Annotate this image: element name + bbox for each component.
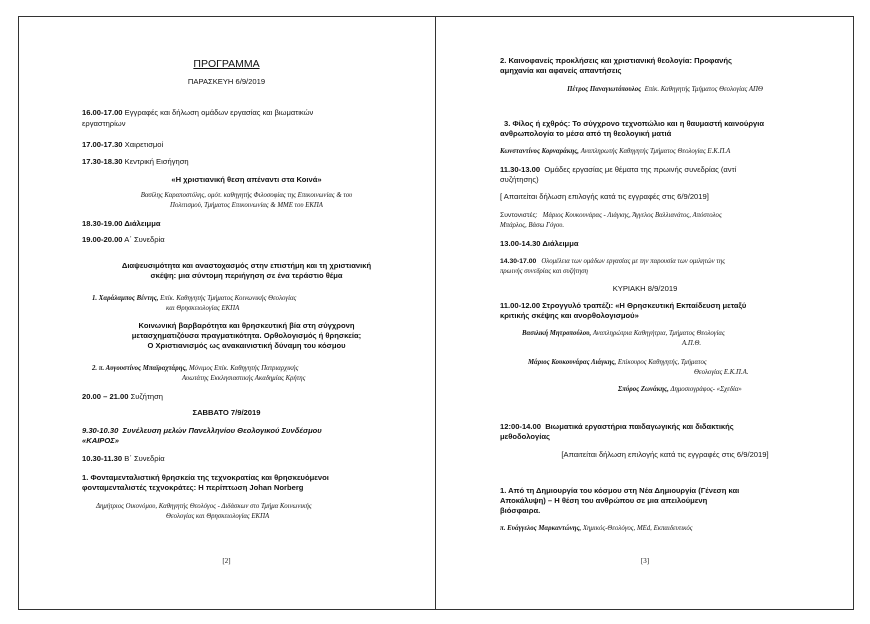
talk5-speaker: Κωνσταντίνος Κορναράκης, Αναπληρωτής Καθηγητής Τμήματος Θεολογίας Ε.Κ.Π.Α	[500, 148, 731, 155]
talk5-title: 3. Φίλος ή εχθρός: Το σύγχρονο τεχνοπώλιο και η θαυμαστή καινούργια	[504, 119, 765, 128]
day-heading-friday: ΠΑΡΑΣΚΕΥΗ 6/9/2019	[187, 77, 266, 86]
groups-item: 11.30-13.00 Ομάδες εργασίας με θέματα της πρωινής συνεδρίας (αντί	[500, 165, 737, 174]
day-heading-saturday: ΣΑΒΒΑΤΟ 7/9/2019	[192, 408, 261, 417]
talk4-title: 2. Καινοφανείς προκλήσεις και χριστιανική θεολογία: Προφανής	[500, 56, 732, 65]
meeting-item: 9.30-10.30 Συνέλευση μελών Πανελληνίου Θεολογικού Συνδέσμου	[82, 426, 322, 435]
plenary-item-continued: πρωινής συνεδρίας και συζήτηση	[500, 268, 589, 275]
talk1-affiliation: και Θρησκειολογίας ΕΚΠΑ	[166, 305, 240, 312]
break-item: 18.30-19.00 Διάλειμμα	[82, 219, 161, 228]
talk4-speaker: Πέτρος Παναγιωτόπουλος Επίκ. Καθηγητής Τμήματος Θεολογίας ΑΠΘ	[567, 86, 763, 93]
talk4-title-line2: αμηχανία και αφανείς απαντήσεις	[500, 66, 622, 75]
roundtable-item-continued: κριτικής σκέψης και ανορθολογισμού»	[500, 311, 639, 320]
session-a-title: Διαψευσιμότητα και αναστοχασμός στην επιστήμη και τη χριστιανική	[121, 261, 372, 270]
workshop-item: 12:00-14.00 Βιωματικά εργαστήρια παιδαγωγικής και διδακτικής	[500, 422, 734, 431]
keynote-title: «Η χριστιανική θεση απέναντι στα Κοινά»	[171, 175, 322, 184]
workshop-item-continued: μεθοδολογίας	[500, 432, 550, 441]
talk2-title-line2: μετασχηματιζόυσα πραγματικότητα. Ορθολογισμός ή θρησκεία;	[131, 331, 362, 340]
talk1-speaker: 1. Χαράλαμπος Βέντης, Επίκ. Καθηγητής Τμήματος Κοινωνικής Θεολογίας	[92, 295, 297, 302]
registration-note: [ Απαιτείται δήλωση επιλογής κατά τις εγγραφές στις 6/9/2019]	[500, 192, 709, 201]
schedule-item: 16.00-17.00 Εγγραφές και δήλωση ομάδων εργασίας και βιωματικών	[82, 108, 314, 117]
panelist-1: Βασιλική Μητροπούλου, Αναπληρώτρια Καθηγήτρια, Τμήματος Θεολογίας	[522, 330, 725, 337]
talk2-affiliation: Αυωτάτης Εκκλησιαστικής Ακαδημίας Κρήτης	[182, 375, 306, 382]
coordinators-continued: Μπάρλος, Βάσω Γόγου.	[500, 222, 565, 229]
talk2-title-line3: Ο Χριστιανισμός ως ανακαινιστική δύναμη του κόσμου	[147, 341, 346, 350]
page-number: [2]	[222, 557, 231, 565]
schedule-item-continued: εργαστηρίων	[82, 119, 126, 128]
panelist-1-affiliation: Α.Π.Θ.	[682, 340, 702, 347]
schedule-item: 17.00-17.30 Χαιρετισμοί	[82, 140, 164, 149]
discussion-item: 20.00 – 21.00 Συζήτηση	[82, 392, 163, 401]
right-page	[436, 16, 854, 610]
meeting-item-continued: «ΚΑΙΡΟΣ»	[82, 436, 119, 445]
talk3-title-line2: φονταμενταλιστές τεχνοκράτες: Η περίπτωση Johan Norberg	[82, 483, 304, 492]
talk3-affiliation: Θεολογίας και Θρησκειολογίας ΕΚΠΑ	[166, 513, 270, 520]
groups-item-continued: συζήτησης)	[500, 175, 539, 184]
session-a-title-line2: σκέψη: μια σύντομη περιήγηση σε ένα τεράστιο θέμα	[150, 271, 343, 280]
session-a-item: 19.00-20.00 Α΄ Συνεδρία	[82, 235, 165, 244]
talk6-speaker: π. Ευάγγελος Μαρκαντώνης, Χημικός-Θεολόγος, MEd, Εκπαιδευτικός	[500, 525, 693, 532]
talk6-title-line2: Αποκάλυψη) – Η θέση του ανθρώπου σε μια απειλούμενη	[500, 496, 708, 505]
left-page	[18, 16, 435, 610]
break-item: 13.00-14.30 Διάλειμμα	[500, 239, 579, 248]
panelist-3: Σπύρος Ζωνάκης, Δημοσιογράφος- «Σχεδία»	[618, 386, 742, 393]
talk2-title: Κοινωνική βαρβαρότητα και θρησκευτική βία στη σύγχρονη	[138, 321, 355, 330]
panelist-2: Μάριος Κουκουνάρας Λιάγκης, Επίκουρος Καθηγητής, Τμήματος	[528, 359, 707, 366]
coordinators: Συντονιστές: Μάριος Κουκουνάρας - Λιάγκης, Άγγελος Βαλλιανάτος, Απόστολος	[500, 212, 722, 219]
panelist-2-affiliation: Θεολογίας Ε.Κ.Π.Α.	[694, 369, 749, 376]
keynote-speaker-affiliation: Πολιτισμού, Τμήματος Επικοινωνίας & ΜΜΕ του ΕΚΠΑ	[170, 202, 323, 209]
talk3-speaker: Δημήτριος Οικονόμου, Καθηγητής Θεολόγος - Διδάσκων στο Τμήμα Κοινωνικής	[96, 503, 312, 510]
registration-note: [Απαιτείται δήλωση επιλογής κατά τις εγγραφές στις 6/9/2019]	[561, 450, 769, 459]
day-heading-sunday: ΚΥΡΙΑΚΗ 8/9/2019	[612, 284, 678, 293]
session-b-item: 10.30-11.30 Β΄ Συνεδρία	[82, 454, 165, 463]
talk3-title: 1. Φονταμενταλιστική θρησκεία της τεχνοκρατίας και θρησκευόμενοι	[82, 473, 329, 482]
page-number: [3]	[640, 557, 650, 565]
talk2-speaker: 2. π. Αυγουστίνος Μπαϊραχτάρης, Μόνιμος Επίκ. Καθηγητής Πατριαρχικής	[92, 365, 299, 372]
talk6-title: 1. Από τη Δημιουργία του κόσμου στη Νέα Δημιουργία (Γένεση και	[500, 486, 740, 495]
keynote-speaker: Βασίλης Καραποστόλης, ομότ. καθηγητής Φιλοσοφίας της Επικοινωνίας & του	[140, 192, 353, 199]
talk6-title-line3: βιόσφαιρα.	[500, 506, 541, 515]
talk5-title-line2: ανθρωπολογία το μέσα από τη θεολογική ματιά	[500, 129, 672, 138]
roundtable-item: 11.00-12.00 Στρογγυλό τραπέζι: «Η Θρησκευτική Εκπαίδευση μεταξύ	[500, 301, 747, 310]
plenary-item: 14.30-17.00 Ολομέλεια των ομάδων εργασίας με την παρουσία των ομιλητών της	[500, 258, 725, 265]
page-title: ΠΡΟΓΡΑΜΜΑ	[193, 58, 260, 70]
schedule-item: 17.30-18.30 Κεντρική Εισήγηση	[82, 157, 189, 166]
